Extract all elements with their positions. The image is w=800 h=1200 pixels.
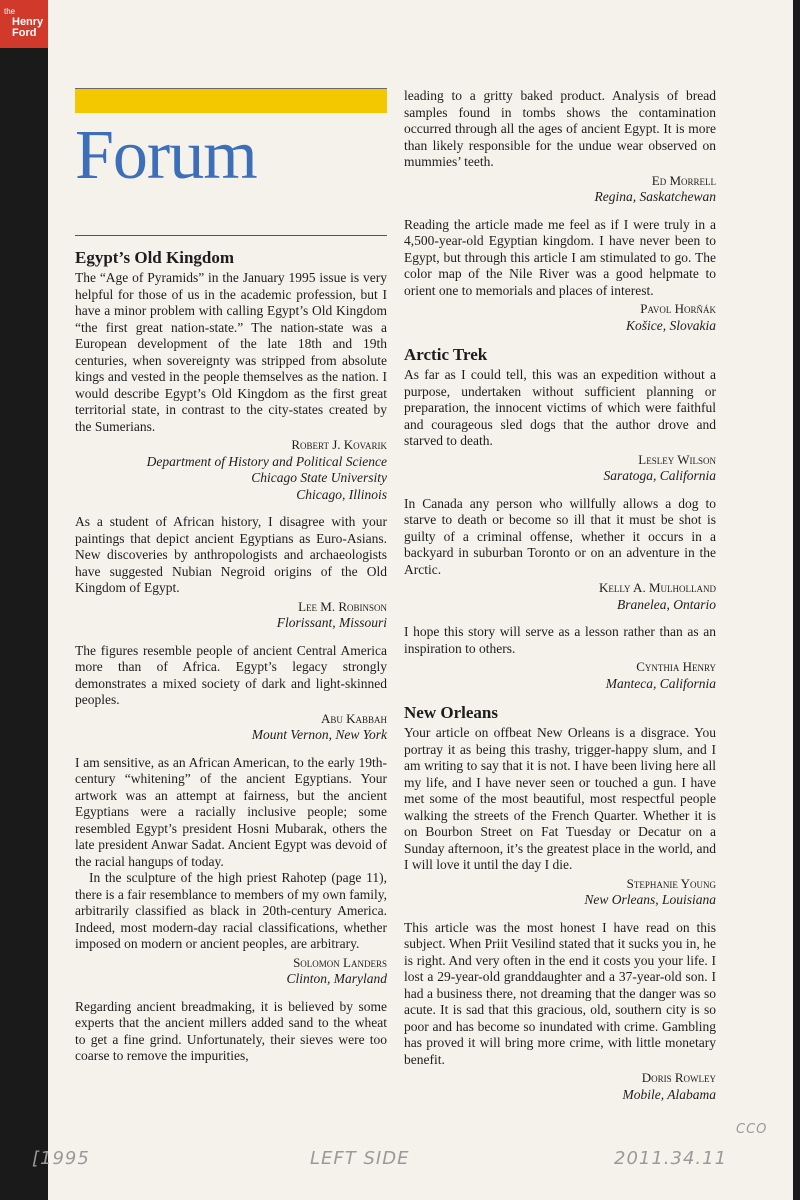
letter-signature — [404, 301, 716, 334]
author-place: Chicago State University — [251, 470, 387, 485]
section-heading-arctic: Arctic Trek — [404, 345, 488, 364]
section-heading-egypt: Egypt’s Old Kingdom — [75, 248, 235, 267]
letter-signature — [75, 711, 387, 744]
letter-signature — [404, 1070, 716, 1103]
author-name: Pavol Horňák — [640, 301, 716, 316]
right-column — [404, 88, 716, 1114]
letter-text: The figures resemble people of ancient Central America more than of Africa. Egypt’s legacy strongly demonstrates a mixed society of dark and light-skinned peoples. — [75, 642, 387, 707]
letter-morrell-start — [75, 999, 387, 1065]
author-place: New Orleans, Louisiana — [584, 892, 716, 907]
letter-text: I hope this story will serve as a lesson rather than as an inspiration to others. — [404, 624, 716, 656]
letter-text: leading to a gritty baked product. Analysis of bread samples found in tombs shows the contamination occurred through all the ages of ancient Egypt. It is more than likely responsible for the undue wear observed on mummies’ teeth. — [404, 88, 716, 169]
initials-annotation: CCO — [736, 1122, 768, 1137]
letter-signature — [75, 955, 387, 988]
logo-text-the: the — [4, 7, 16, 16]
letter-signature — [404, 876, 716, 909]
author-place: Košice, Slovakia — [626, 317, 716, 333]
letter-rowley — [404, 920, 716, 1104]
page-title: Forum — [75, 117, 257, 194]
author-place: Clinton, Maryland — [286, 971, 387, 986]
letter-signature — [404, 452, 716, 485]
divider — [75, 235, 387, 236]
author-name: Lee M. Robinson — [298, 598, 387, 614]
left-column — [75, 88, 387, 1076]
author-place: Mount Vernon, New York — [251, 727, 387, 742]
letter-kovarik — [75, 270, 387, 503]
magazine-page — [32, 0, 793, 1200]
author-name: Ed Morrell — [651, 172, 716, 188]
yellow-header-bar — [75, 88, 387, 113]
letter-text: Your article on offbeat New Orleans is a disgrace. You portray it as being this trashy, trigger-happy slum, and I am writing to say that it is not. I have been living here all my life, and I have never seen or touched a gun. I have met some of the most beautiful, most respectful people walking the streets of the French Quarter. Whether it is on Bourbon Street on Fat Tuesday or Decatur on a Sunday afternoon, it’s the greatest place in the world, and I will love it until the day I die. — [404, 725, 716, 872]
letter-signature — [404, 659, 716, 692]
author-place: Regina, Saskatchewan — [594, 189, 716, 204]
author-name: Cynthia Henry — [636, 659, 716, 674]
letter-text: As far as I could tell, this was an expedition without a purpose, undertaken without sufficient planning or preparation, the innocent victims of which were faithful and courageous sled dogs that the author drove and starved to death. — [404, 367, 716, 448]
accession-number-annotation: 2011.34.11 — [614, 1148, 728, 1169]
letter-signature — [404, 580, 716, 613]
letter-text: As a student of African history, I disagree with your paintings that depict ancient Egyptians as Euro-Asians. New discoveries by anthropologists and archaeologists have suggested Nubian Negroid origins of the Old Kingdom of Egypt. — [75, 514, 387, 595]
letter-henry — [404, 624, 716, 692]
letter-text: In Canada any person who willfully allows a dog to starve to death or become so ill that it must be shot is guilty of a criminal offense, whether it occurs in a backyard in suburban Toronto or on an adventure in the Arctic. — [404, 495, 716, 577]
section-heading-new-orleans: New Orleans — [404, 703, 498, 722]
letter-text: Regarding ancient breadmaking, it is believed by some experts that the ancient millers added sand to the wheat to get a fine grind. Unfortunately, their sieves were too coarse to remove the impurities, — [75, 998, 387, 1063]
author-name: Abu Kabbah — [320, 710, 387, 726]
author-place: Chicago, Illinois — [296, 486, 387, 502]
author-name: Stephanie Young — [626, 875, 716, 891]
letter-mulholland — [404, 496, 716, 614]
letter-signature — [75, 437, 387, 503]
logo-text-henry: Henry — [12, 16, 44, 28]
letter-text: In the sculpture of the high priest Rahotep (page 11), there is a fair resemblance to members of my own family, arbitrarily classified as black in 20th-century America. Indeed, most modern-day racial classifications, whether imposed on modern or ancient peoples, are arbitrary. — [75, 870, 387, 951]
letter-text: I am sensitive, as an African American, to the early 19th-century “whitening” of the ancient Egyptians. Your artwork was an attempt at fairness, but the ancient Egyptians were a racially inclusive people; some resembled Egypt’s president Hosni Mubarak, others the late president Anwar Sadat. Ancient Egypt was devoid of the racial hangups of today. — [75, 754, 387, 869]
author-place: Manteca, California — [605, 675, 716, 691]
logo-text-ford: Ford — [12, 27, 37, 39]
year-annotation: [1995 — [32, 1148, 90, 1169]
author-name: Doris Rowley — [641, 1070, 716, 1085]
letter-wilson — [404, 367, 716, 485]
letter-hornak — [404, 217, 716, 335]
author-place: Mobile, Alabama — [622, 1086, 716, 1102]
author-place: Saratoga, California — [603, 468, 716, 483]
side-annotation: LEFT SIDE — [310, 1148, 410, 1169]
the-henry-ford-logo — [0, 0, 50, 48]
letter-text: This article was the most honest I have read on this subject. When Priit Vesilind stated that it sucks you in, he is right. And very often in the end it costs you your life. I lost a 29-year-old granddaughter and a 37-year-old son. I had a business there, not dreaming that the danger was so acute. It is sad that this gracious, old, southern city is so poor and has become so inundated with crime. Gambling has proved it will bring more crime, with little monetary benefit. — [404, 919, 716, 1067]
author-place: Department of History and Political Science — [146, 453, 387, 469]
letter-signature — [404, 173, 716, 206]
letter-text: The “Age of Pyramids” in the January 1995 issue is very helpful for those of us in the academic profession, but I have a minor problem with calling Egypt’s Old Kingdom “the first great nation-state.” The nation-state was a European development of the late 18th and 19th centuries, when sovereignty was stripped from absolute kings and vested in the people themselves as the nation. I would describe Egypt’s Old Kingdom as the first great territorial state, in contrast to the city-states created by the Sumerians. — [75, 270, 387, 434]
letter-robinson — [75, 514, 387, 632]
letter-signature — [75, 599, 387, 632]
author-name: Lesley Wilson — [638, 451, 716, 467]
author-place: Florissant, Missouri — [276, 615, 387, 630]
letter-landers — [75, 755, 387, 988]
letter-text: Reading the article made me feel as if I were truly in a 4,500-year-old Egyptian kingdom. I have never been to Egypt, but through this article I am stimulated to go. The color map of the Nile River was a good helpmate to orient one to memorials and places of interest. — [404, 216, 716, 298]
author-name: Kelly A. Mulholland — [599, 580, 716, 595]
author-name: Solomon Landers — [293, 954, 387, 970]
letter-morrell-end — [404, 88, 716, 206]
author-place: Branelea, Ontario — [617, 596, 716, 612]
letter-kabbah — [75, 643, 387, 744]
author-name: Robert J. Kovarik — [291, 437, 387, 452]
letter-young — [404, 725, 716, 909]
